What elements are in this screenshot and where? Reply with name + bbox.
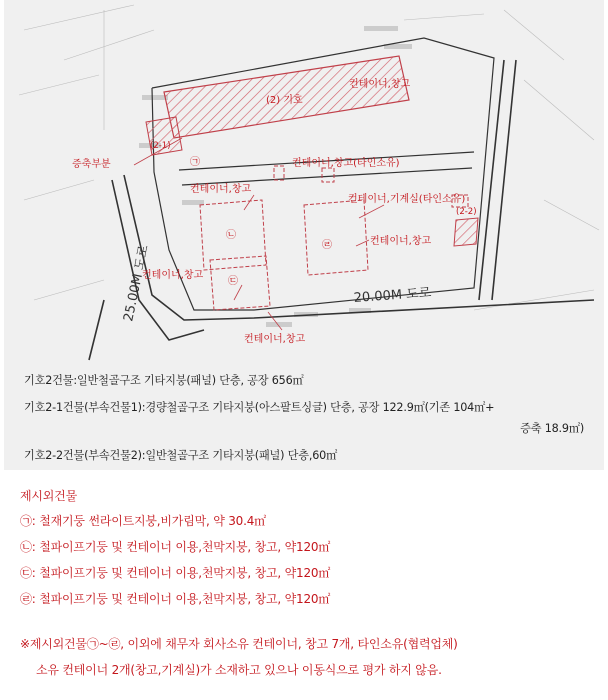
mark-c: ㉢ [228, 276, 238, 287]
caption-building-2: 기호2건물:일반철골구조 기타지붕(패널) 단층, 공장 656㎡ [24, 374, 304, 387]
mark-b: ㉡ [226, 230, 236, 241]
label-container-left-low: 컨테이너,창고 [142, 270, 204, 281]
note-item-c: ㉢: 철파이프기둥 및 컨테이너 이용,천막지붕, 창고, 약120㎡ [20, 566, 331, 580]
label-container-left: 컨테이너,창고 [190, 184, 252, 195]
mark-d: ㉣ [322, 240, 332, 251]
road-label-vertical: 25.00M 도로 [121, 243, 153, 323]
caption-building-2-2: 기호2-2건물(부속건물2):일반철골구조 기타지붕(패널) 단층,60㎡ [24, 449, 338, 462]
caption-building-2-1-cont: 증축 18.9㎡) [520, 422, 584, 435]
note-item-d: ㉣: 철파이프기둥 및 컨테이너 이용,천막지붕, 창고, 약120㎡ [20, 592, 331, 606]
mark-a: ㉠ [190, 157, 200, 168]
note-item-b: ㉡: 철파이프기둥 및 컨테이너 이용,천막지붕, 창고, 약120㎡ [20, 540, 331, 554]
label-container-mid-right: 컨테이너,창고 [370, 236, 432, 247]
label-container-other: 컨테이너,창고(타인소유) [292, 158, 400, 169]
caption-building-2-1: 기호2-1건물(부속건물1):경량철골구조 기타지붕(아스팔트싱글) 단층, 공장 122.9㎡(기존 104㎡+ [24, 401, 495, 414]
building-2-label: (2) 기호 [266, 95, 303, 106]
notes-title: 제시외건물 [20, 489, 77, 503]
remark-line-2: 소유 컨테이너 2개(창고,기계실)가 소재하고 있으나 이동식으로 평가 하지 않음. [36, 663, 442, 677]
site-plan-scan [4, 0, 604, 470]
building-2-1-label: (2-1) [150, 141, 171, 151]
building-2-2-label: (2-2) [456, 207, 477, 217]
building-2-2 [454, 218, 478, 246]
label-container-mech: 컨테이너,기계실(타인소유) [348, 194, 466, 205]
label-extension: 증축부분 [72, 159, 111, 170]
road-label-horizontal: 20.00M 도로 [353, 285, 432, 306]
label-container-bottom: 컨테이너,창고 [244, 334, 306, 345]
label-container-top: 컨테이너,창고 [349, 79, 411, 90]
note-item-a: ㉠: 철재기둥 썬라이트지붕,비가림막, 약 30.4㎡ [20, 514, 266, 528]
remark-line-1: ※제시외건물㉠~㉣, 이외에 채무자 회사소유 컨테이너, 창고 7개, 타인소유(협력업체) [20, 637, 458, 651]
